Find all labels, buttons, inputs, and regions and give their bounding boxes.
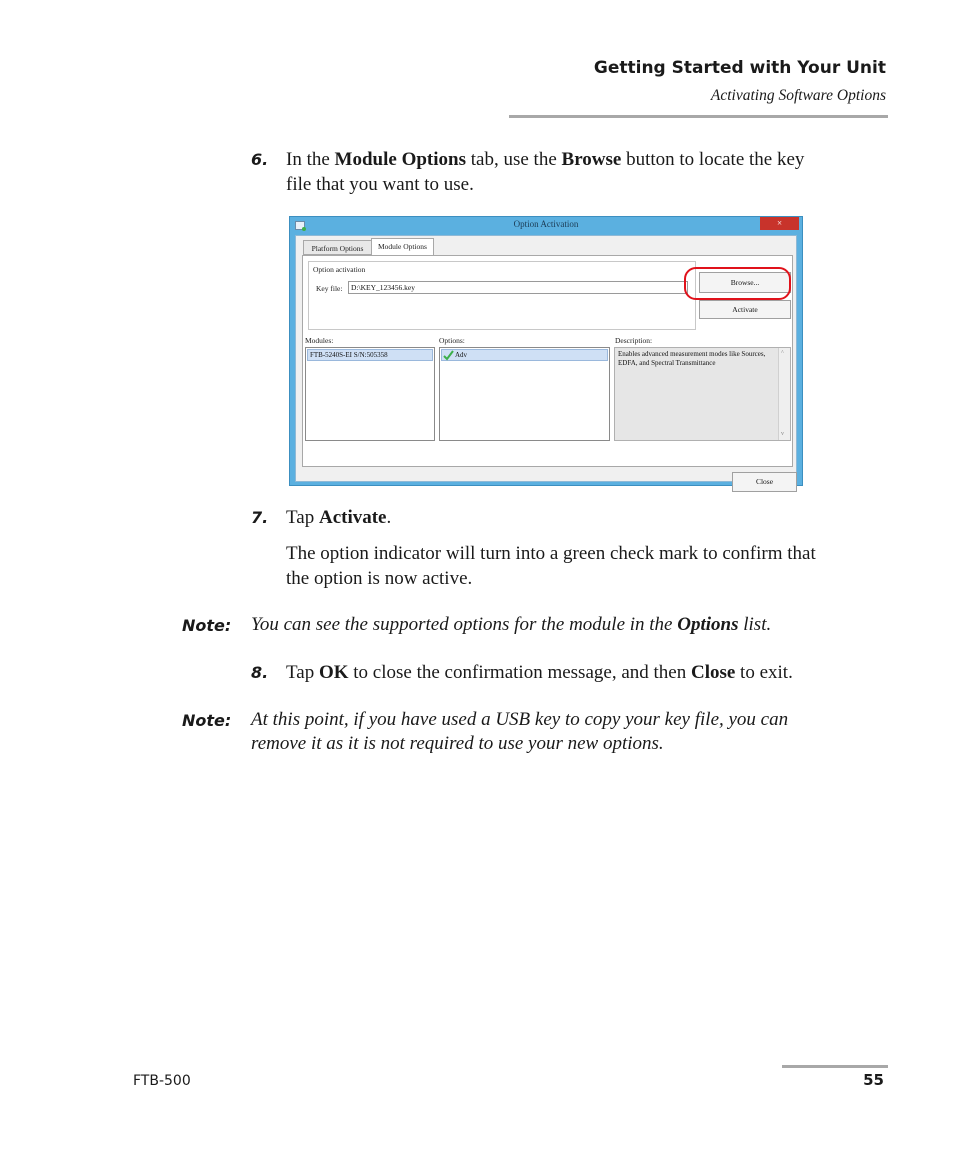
options-list[interactable] — [439, 347, 610, 441]
browse-button[interactable]: Browse... — [699, 272, 791, 293]
window-title: Option Activation — [513, 219, 579, 229]
step-8-bold-close: Close — [690, 662, 736, 683]
note-1-text-part: list. — [738, 614, 772, 635]
scroll-down-icon[interactable]: v — [781, 431, 784, 437]
key-file-label: Key file: — [316, 284, 343, 293]
group-label: Option activation — [313, 265, 366, 274]
browse-highlight-circle — [684, 267, 791, 300]
step-8-text-part: to close the confirmation message, and then — [348, 662, 691, 683]
note-1-text-part: You can see the supported options for the module in the — [251, 614, 678, 635]
option-activation-window — [289, 216, 803, 486]
option-list-item[interactable] — [441, 349, 608, 361]
step-6-text-part: button to locate the key — [621, 149, 805, 170]
section-title: Activating Software Options — [710, 87, 886, 104]
step-7-paragraph-line-1: The option indicator will turn into a green check mark to confirm that — [286, 543, 816, 564]
step-6-text-line-2: file that you want to use. — [286, 174, 474, 195]
close-button[interactable]: Close — [732, 472, 797, 492]
step-7-text — [286, 505, 391, 530]
step-7-text-part: Tap — [286, 507, 319, 528]
step-7-bold-activate: Activate — [318, 507, 387, 528]
options-label: Options: — [439, 336, 465, 345]
header-rule — [509, 115, 888, 118]
modules-label: Modules: — [305, 336, 334, 345]
tab-platform-options[interactable]: Platform Options — [303, 240, 372, 255]
footer-product: FTB-500 — [133, 1073, 191, 1089]
key-file-input[interactable]: D:\KEY_123456.key — [348, 281, 688, 294]
step-6-number: 6. — [251, 150, 269, 169]
step-8-text-part: to exit. — [735, 662, 793, 683]
note-2-text — [251, 708, 891, 756]
option-item-label: Adv — [455, 351, 468, 359]
activate-button[interactable]: Activate — [699, 300, 791, 319]
step-6-text-part: In the — [286, 149, 335, 170]
footer-rule — [782, 1065, 888, 1068]
step-6-bold-module-options: Module Options — [334, 149, 466, 170]
description-box — [614, 347, 791, 441]
note-2-line-2: remove it as it is not required to use your new options. — [251, 733, 664, 754]
tab-module-options[interactable]: Module Options — [371, 238, 434, 255]
page-number: 55 — [863, 1071, 884, 1089]
note-2-line-1: At this point, if you have used a USB key to copy your key file, you can — [251, 709, 789, 730]
step-7-number: 7. — [251, 508, 269, 527]
note-1-bold-options: Options — [677, 614, 739, 635]
step-7-text-part: . — [386, 507, 392, 528]
note-1-label: Note: — [182, 616, 232, 635]
step-8-bold-ok: OK — [318, 662, 349, 683]
description-label: Description: — [615, 336, 653, 345]
description-text: Enables advanced measurement modes like Sources, EDFA, and Spectral Transmittance — [618, 350, 766, 367]
step-6-bold-browse: Browse — [561, 149, 622, 170]
step-7-paragraph — [286, 541, 886, 591]
note-1-text — [251, 613, 891, 637]
window-close-button[interactable]: × — [760, 217, 799, 230]
step-6-text-part: tab, use the — [466, 149, 562, 170]
note-2-label: Note: — [182, 711, 232, 730]
window-titlebar — [290, 217, 802, 234]
chapter-title: Getting Started with Your Unit — [593, 58, 886, 78]
description-scrollbar[interactable] — [778, 348, 790, 440]
scroll-up-icon[interactable]: ^ — [781, 350, 784, 356]
step-8-text-part: Tap — [286, 662, 319, 683]
check-mark-icon — [443, 350, 454, 361]
step-6-text — [286, 147, 886, 197]
modules-list[interactable] — [305, 347, 435, 441]
step-7-paragraph-line-2: the option is now active. — [286, 568, 473, 589]
module-list-item[interactable]: FTB-5240S-EI S/N:505358 — [307, 349, 433, 361]
step-8-number: 8. — [251, 663, 269, 682]
option-activation-group — [308, 261, 696, 330]
step-8-text — [286, 660, 886, 685]
